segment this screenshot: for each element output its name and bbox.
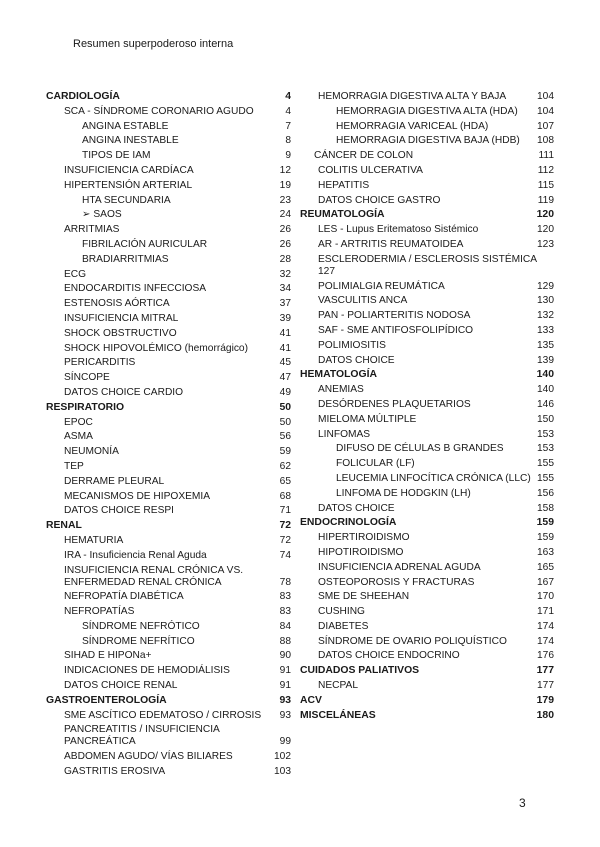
toc-entry[interactable] xyxy=(46,239,291,251)
toc-entry[interactable] xyxy=(300,399,554,411)
toc-entry-title: HIPOTIROIDISMO xyxy=(318,546,404,558)
toc-entry-title: AR - ARTRITIS REUMATOIDEA xyxy=(318,238,464,250)
toc-entry[interactable] xyxy=(46,665,291,677)
toc-entry-title: ➢ SAOS xyxy=(82,209,122,221)
toc-entry-page: 78 xyxy=(279,576,291,588)
toc-entry[interactable] xyxy=(46,535,291,547)
toc-entry[interactable] xyxy=(46,180,291,192)
toc-entry-page: 24 xyxy=(279,209,291,221)
toc-entry[interactable] xyxy=(300,239,554,251)
toc-entry-page: 156 xyxy=(537,487,554,499)
toc-entry-page: 130 xyxy=(537,295,554,307)
toc-entry-page: 41 xyxy=(279,327,291,339)
toc-entry-page: 111 xyxy=(538,150,554,162)
toc-entry-title: HEPATITIS xyxy=(318,179,370,191)
toc-entry[interactable] xyxy=(300,180,554,192)
toc-entry-title: ANGINA INESTABLE xyxy=(82,135,179,147)
toc-entry[interactable] xyxy=(300,429,554,441)
toc-entry-title: CUIDADOS PALIATIVOS xyxy=(300,665,420,677)
toc-entry-title: DATOS CHOICE ENDOCRINO xyxy=(318,650,460,662)
toc-entry-title: SME DE SHEEHAN xyxy=(318,591,410,603)
toc-entry-page: 107 xyxy=(537,120,554,132)
toc-entry[interactable] xyxy=(46,313,291,325)
toc-entry-title: TIPOS DE IAM xyxy=(82,150,151,162)
toc-entry[interactable] xyxy=(46,766,291,778)
toc-entry-title: INSUFICIENCIA RENAL CRÓNICA VS. ENFERMEDAD RENAL CRÓNICA xyxy=(64,564,244,588)
toc-entry[interactable] xyxy=(300,325,554,337)
toc-entry-page: 176 xyxy=(537,650,554,662)
toc-entry-title: ARRITMIAS xyxy=(64,224,120,236)
toc-entry[interactable] xyxy=(46,505,291,517)
toc-right-column xyxy=(300,91,554,724)
toc-entry[interactable] xyxy=(300,503,554,515)
toc-entry-page: 171 xyxy=(537,606,554,618)
toc-entry[interactable] xyxy=(46,328,291,340)
toc-entry-page: 177 xyxy=(536,665,554,677)
toc-entry-title: INDICACIONES DE HEMODIÁLISIS xyxy=(64,665,230,677)
toc-entry-page: 34 xyxy=(279,283,291,295)
toc-entry-page: 99 xyxy=(279,736,291,748)
toc-entry-title: INSUFICIENCIA MITRAL xyxy=(64,312,179,324)
toc-entry-page: 26 xyxy=(279,224,291,236)
toc-entry-page: 135 xyxy=(537,339,554,351)
toc-entry-page: 167 xyxy=(537,576,554,588)
toc-entry-title: SÍNDROME NEFRÍTICO xyxy=(82,635,195,647)
toc-entry-page: 88 xyxy=(279,635,291,647)
toc-entry-page: 62 xyxy=(279,460,291,472)
toc-entry-page: 120 xyxy=(537,224,554,236)
toc-entry-page: 50 xyxy=(279,401,291,413)
toc-section-entry[interactable] xyxy=(300,665,554,677)
toc-entry-title: OSTEOPOROSIS Y FRACTURAS xyxy=(318,576,475,588)
toc-entry-title: ESTENOSIS AÓRTICA xyxy=(64,298,170,310)
toc-entry-title: PAN - POLIARTERITIS NODOSA xyxy=(318,310,471,322)
toc-entry-title: HEMORRAGIA VARICEAL (HDA) xyxy=(336,120,489,132)
toc-entry-title: NEFROPATÍAS xyxy=(64,606,135,618)
toc-entry-page: 83 xyxy=(279,606,291,618)
toc-entry[interactable] xyxy=(300,488,554,500)
toc-entry-page: 139 xyxy=(537,354,554,366)
toc-entry-title: SÍNCOPE xyxy=(64,372,110,384)
toc-entry[interactable] xyxy=(46,106,291,118)
toc-entry-title: SIHAD E HIPONa+ xyxy=(64,650,152,662)
toc-entry-title: RESPIRATORIO xyxy=(46,401,125,413)
toc-entry[interactable] xyxy=(300,473,554,485)
toc-entry-title: CARDIOLOGÍA xyxy=(46,91,120,102)
toc-entry-title: GASTRITIS EROSIVA xyxy=(64,766,166,778)
toc-entry[interactable] xyxy=(46,710,291,722)
toc-entry-page: 155 xyxy=(537,458,554,470)
toc-entry-title: REUMATOLOGÍA xyxy=(300,209,385,221)
toc-entry-title: GASTROENTEROLOGÍA xyxy=(46,694,167,706)
toc-entry[interactable] xyxy=(300,340,554,352)
toc-entry-page: 104 xyxy=(537,105,554,117)
toc-entry[interactable] xyxy=(300,254,554,278)
toc-entry-page: 112 xyxy=(537,164,554,176)
toc-entry-title: SAF - SME ANTIFOSFOLIPÍDICO xyxy=(318,324,474,336)
toc-section-entry[interactable] xyxy=(300,695,554,707)
toc-entry-title: SME ASCÍTICO EDEMATOSO / CIRROSIS xyxy=(64,709,262,721)
toc-entry-title: DATOS CHOICE RENAL xyxy=(64,680,178,692)
toc-entry[interactable] xyxy=(46,417,291,429)
toc-entry[interactable] xyxy=(46,195,291,207)
toc-entry-page: 103 xyxy=(274,766,291,778)
toc-entry[interactable] xyxy=(46,431,291,443)
toc-entry-page: 153 xyxy=(537,428,554,440)
toc-entry[interactable] xyxy=(46,298,291,310)
toc-entry-page: 119 xyxy=(537,194,554,206)
toc-section-entry[interactable] xyxy=(46,520,291,532)
toc-entry-page: 37 xyxy=(279,298,291,310)
toc-entry-title: RENAL xyxy=(46,520,82,532)
toc-entry-page: 140 xyxy=(536,369,554,381)
toc-entry-title: DATOS CHOICE RESPI xyxy=(64,505,175,517)
toc-entry-page: 91 xyxy=(279,680,291,692)
toc-entry[interactable] xyxy=(300,591,554,603)
toc-entry[interactable] xyxy=(46,621,291,633)
toc-entry-page: 155 xyxy=(537,472,554,484)
toc-entry-title: FIBRILACIÓN AURICULAR xyxy=(82,238,208,250)
toc-entry[interactable] xyxy=(300,165,554,177)
toc-entry-page: 123 xyxy=(537,238,554,250)
toc-entry-title: HEMORRAGIA DIGESTIVA BAJA (HDB) xyxy=(336,135,520,147)
toc-entry-page: 39 xyxy=(279,312,291,324)
toc-entry-title: ENDOCRINOLOGÍA xyxy=(300,517,397,529)
toc-entry[interactable] xyxy=(300,562,554,574)
toc-entry-page: 9 xyxy=(285,150,291,162)
toc-entry[interactable] xyxy=(300,577,554,589)
toc-entry-page: 32 xyxy=(279,268,291,280)
toc-entry-page: 71 xyxy=(279,505,291,517)
toc-entry-title: DERRAME PLEURAL xyxy=(64,475,165,487)
toc-entry-title: CÁNCER DE COLON xyxy=(314,150,414,162)
toc-entry[interactable] xyxy=(300,532,554,544)
toc-entry[interactable] xyxy=(46,209,291,221)
toc-entry-page: 91 xyxy=(279,665,291,677)
toc-entry-title: DIABETES xyxy=(318,620,369,632)
toc-entry-title: TEP xyxy=(64,460,84,472)
toc-entry-title: MISCELÁNEAS xyxy=(300,709,376,721)
toc-entry[interactable] xyxy=(300,547,554,559)
toc-entry[interactable] xyxy=(46,591,291,603)
toc-entry-title: CUSHING xyxy=(318,606,365,618)
toc-entry[interactable] xyxy=(300,150,554,162)
toc-entry-page: 8 xyxy=(285,135,291,147)
toc-entry-page: 7 xyxy=(285,120,291,132)
toc-entry-title: ENDOCARDITIS INFECCIOSA xyxy=(64,283,207,295)
toc-entry-title: HTA SECUNDARIA xyxy=(82,194,171,206)
toc-entry-title: MIELOMA MÚLTIPLE xyxy=(318,413,417,425)
toc-entry-page: 41 xyxy=(279,342,291,354)
toc-entry[interactable] xyxy=(46,121,291,133)
toc-entry-page: 174 xyxy=(537,635,554,647)
toc-entry[interactable] xyxy=(46,650,291,662)
toc-entry[interactable] xyxy=(46,461,291,473)
toc-entry-page: 163 xyxy=(537,546,554,558)
toc-entry[interactable] xyxy=(300,636,554,648)
toc-entry-page: 102 xyxy=(274,751,291,763)
toc-entry-title: BRADIARRITMIAS xyxy=(82,253,169,265)
toc-entry[interactable] xyxy=(46,254,291,266)
toc-entry-page: 12 xyxy=(279,164,291,176)
toc-entry[interactable] xyxy=(300,414,554,426)
toc-entry-title: ACV xyxy=(300,694,322,706)
toc-entry-page: 72 xyxy=(279,534,291,546)
toc-entry-page: 28 xyxy=(279,253,291,265)
toc-entry[interactable] xyxy=(300,621,554,633)
toc-entry-title: FOLICULAR (LF) xyxy=(336,458,415,470)
running-header: Resumen superpoderoso interna xyxy=(73,38,234,50)
toc-entry-title: PANCREATITIS / INSUFICIENCIA PANCREÁTICA xyxy=(64,724,220,748)
toc-entry-page: 68 xyxy=(279,490,291,502)
toc-entry[interactable] xyxy=(46,751,291,763)
toc-entry[interactable] xyxy=(46,565,291,589)
toc-entry-page: 72 xyxy=(279,520,291,532)
toc-entry[interactable] xyxy=(300,458,554,470)
toc-entry-page: 108 xyxy=(537,135,554,147)
toc-section-entry[interactable] xyxy=(300,517,554,529)
toc-entry-page: 74 xyxy=(279,549,291,561)
toc-entry-title: NECPAL xyxy=(318,680,359,692)
toc-entry-page: 129 xyxy=(537,280,554,292)
toc-entry-title: ANEMIAS xyxy=(318,384,364,396)
toc-entry-title: HEMORRAGIA DIGESTIVA ALTA Y BAJA xyxy=(318,91,507,102)
toc-entry-title: ECG xyxy=(64,268,87,280)
toc-entry-page: 26 xyxy=(279,238,291,250)
toc-entry-page: 153 xyxy=(537,443,554,455)
toc-entry-page: 115 xyxy=(537,179,554,191)
toc-entry-title: DATOS CHOICE GASTRO xyxy=(318,194,441,206)
toc-entry[interactable] xyxy=(46,224,291,236)
toc-entry-title: DESÓRDENES PLAQUETARIOS xyxy=(318,398,471,410)
toc-entry[interactable] xyxy=(46,606,291,618)
toc-entry[interactable] xyxy=(300,355,554,367)
toc-entry[interactable] xyxy=(46,680,291,692)
toc-entry-page: 132 xyxy=(537,310,554,322)
toc-entry-title: NEUMONÍA xyxy=(64,446,119,458)
toc-entry-page: 49 xyxy=(279,386,291,398)
toc-entry-page: 170 xyxy=(537,591,554,603)
toc-section-entry[interactable] xyxy=(46,695,291,707)
toc-entry-title: ESCLERODERMIA / ESCLEROSIS SISTÉMICA 127 xyxy=(318,253,537,277)
toc-entry-title: NEFROPATÍA DIABÉTICA xyxy=(64,591,184,603)
toc-entry[interactable] xyxy=(300,135,554,147)
toc-entry-title: LES - Lupus Eritematoso Sistémico xyxy=(318,224,479,236)
toc-entry-page: 158 xyxy=(537,502,554,514)
toc-entry[interactable] xyxy=(46,135,291,147)
toc-entry[interactable] xyxy=(46,150,291,162)
toc-section-entry[interactable] xyxy=(46,91,291,103)
toc-entry-title: HEMATOLOGÍA xyxy=(300,369,377,381)
toc-entry-page: 23 xyxy=(279,194,291,206)
toc-entry-title: INSUFICIENCIA ADRENAL AGUDA xyxy=(318,561,481,573)
toc-entry[interactable] xyxy=(300,606,554,618)
toc-entry[interactable] xyxy=(300,281,554,293)
toc-entry[interactable] xyxy=(300,106,554,118)
toc-entry-title: HIPERTENSIÓN ARTERIAL xyxy=(64,179,193,191)
toc-entry-title: COLITIS ULCERATIVA xyxy=(318,164,423,176)
toc-entry-page: 84 xyxy=(279,620,291,632)
toc-entry[interactable] xyxy=(46,476,291,488)
toc-entry-title: HEMATURIA xyxy=(64,534,124,546)
toc-section-entry[interactable] xyxy=(300,369,554,381)
toc-entry-title: ANGINA ESTABLE xyxy=(82,120,169,132)
toc-entry[interactable] xyxy=(300,295,554,307)
toc-entry-title: SHOCK HIPOVOLÉMICO (hemorrágico) xyxy=(64,342,248,354)
toc-entry[interactable] xyxy=(300,121,554,133)
toc-entry[interactable] xyxy=(46,491,291,503)
toc-entry-page: 93 xyxy=(279,709,291,721)
toc-entry[interactable] xyxy=(46,387,291,399)
toc-section-entry[interactable] xyxy=(300,710,554,722)
toc-entry[interactable] xyxy=(46,165,291,177)
toc-entry-title: HIPERTIROIDISMO xyxy=(318,532,410,544)
toc-entry-page: 65 xyxy=(279,475,291,487)
toc-entry[interactable] xyxy=(46,343,291,355)
toc-entry-page: 59 xyxy=(279,446,291,458)
toc-entry-title: DATOS CHOICE xyxy=(318,502,395,514)
toc-entry-title: LEUCEMIA LINFOCÍTICA CRÓNICA (LLC) xyxy=(336,472,531,484)
toc-entry-page: 50 xyxy=(279,416,291,428)
toc-entry[interactable] xyxy=(46,283,291,295)
toc-entry[interactable] xyxy=(300,443,554,455)
toc-entry-page: 120 xyxy=(536,209,554,221)
toc-entry-page: 177 xyxy=(537,680,554,692)
toc-entry-page: 179 xyxy=(536,694,554,706)
toc-entry-title: VASCULITIS ANCA xyxy=(318,295,408,307)
toc-entry-title: DATOS CHOICE CARDIO xyxy=(64,386,184,398)
toc-entry-title: MECANISMOS DE HIPOXEMIA xyxy=(64,490,211,502)
toc-entry[interactable] xyxy=(46,724,291,748)
toc-entry[interactable] xyxy=(46,269,291,281)
toc-entry-title: POLIMIALGIA REUMÁTICA xyxy=(318,280,445,292)
toc-entry[interactable] xyxy=(46,550,291,562)
toc-entry-page: 93 xyxy=(279,694,291,706)
toc-left-column xyxy=(46,91,291,781)
toc-entry[interactable] xyxy=(300,224,554,236)
toc-entry[interactable] xyxy=(300,650,554,662)
toc-entry-page: 83 xyxy=(279,591,291,603)
toc-entry[interactable] xyxy=(300,310,554,322)
toc-entry-title: HEMORRAGIA DIGESTIVA ALTA (HDA) xyxy=(336,105,518,117)
toc-entry[interactable] xyxy=(46,372,291,384)
toc-entry-title: SHOCK OBSTRUCTIVO xyxy=(64,327,177,339)
toc-entry-page: 140 xyxy=(537,384,554,396)
toc-entry-page: 133 xyxy=(537,324,554,336)
toc-entry-page: 146 xyxy=(537,398,554,410)
toc-entry-title: POLIMIOSITIS xyxy=(318,339,386,351)
toc-entry-page: 47 xyxy=(279,372,291,384)
toc-entry-page: 165 xyxy=(537,561,554,573)
toc-entry[interactable] xyxy=(46,357,291,369)
toc-entry[interactable] xyxy=(46,446,291,458)
toc-entry-page: 19 xyxy=(279,179,291,191)
toc-entry-title: LINFOMA DE HODGKIN (LH) xyxy=(336,487,471,499)
toc-entry[interactable] xyxy=(300,195,554,207)
toc-entry-page: 150 xyxy=(537,413,554,425)
toc-entry-page: 174 xyxy=(537,620,554,632)
toc-entry-page: 104 xyxy=(537,91,554,102)
toc-entry-page: 4 xyxy=(285,91,291,102)
toc-entry-title: IRA - Insuficiencia Renal Aguda xyxy=(64,549,207,561)
toc-entry-title: INSUFICIENCIA CARDÍACA xyxy=(64,164,194,176)
toc-entry-page: 4 xyxy=(285,105,291,117)
toc-entry-title: SCA - SÍNDROME CORONARIO AGUDO xyxy=(64,105,254,117)
toc-entry-page: 159 xyxy=(537,532,554,544)
toc-entry-page: 90 xyxy=(279,650,291,662)
toc-entry-title: ABDOMEN AGUDO/ VÍAS BILIARES xyxy=(64,751,233,763)
toc-entry-title: SÍNDROME DE OVARIO POLIQUÍSTICO xyxy=(318,635,507,647)
toc-entry-title: PERICARDITIS xyxy=(64,357,136,369)
toc-entry[interactable] xyxy=(300,384,554,396)
toc-section-entry[interactable] xyxy=(46,402,291,414)
toc-entry-page: 45 xyxy=(279,357,291,369)
toc-entry-title: LINFOMAS xyxy=(318,428,371,440)
toc-entry-title: DIFUSO DE CÉLULAS B GRANDES xyxy=(336,443,504,455)
page-number: 3 xyxy=(519,796,526,810)
toc-entry-title: ASMA xyxy=(64,431,93,443)
toc-entry-page: 56 xyxy=(279,431,291,443)
toc-entry-title: EPOC xyxy=(64,416,93,428)
toc-entry[interactable] xyxy=(300,680,554,692)
toc-entry-page: 159 xyxy=(536,517,554,529)
toc-entry-title: SÍNDROME NEFRÓTICO xyxy=(82,620,200,632)
toc-entry[interactable] xyxy=(46,636,291,648)
toc-entry[interactable] xyxy=(300,91,554,103)
toc-section-entry[interactable] xyxy=(300,209,554,221)
toc-entry-title: DATOS CHOICE xyxy=(318,354,395,366)
toc-entry-page: 180 xyxy=(536,709,554,721)
